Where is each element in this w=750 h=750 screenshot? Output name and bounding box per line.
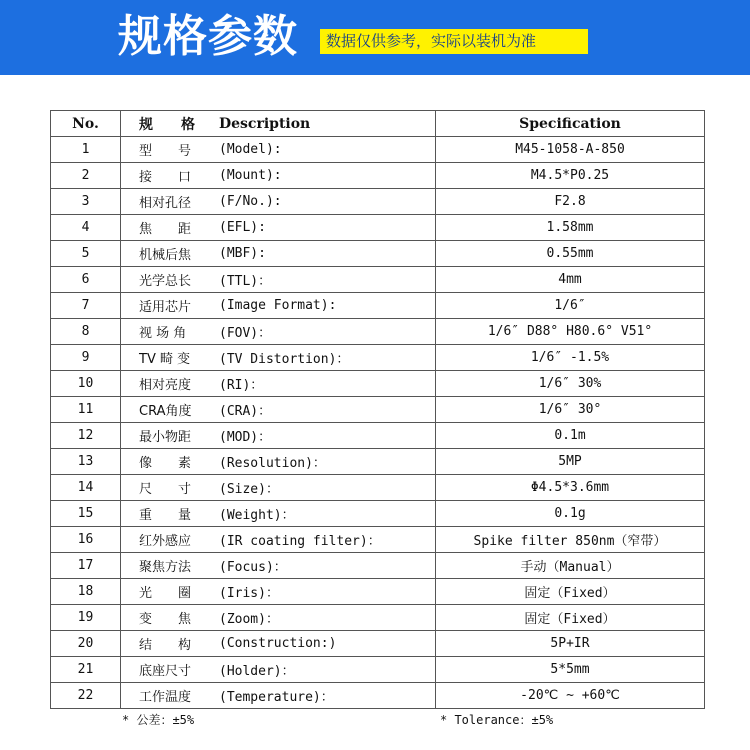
row-number: 20: [51, 631, 121, 657]
row-specification: 手动（Manual）: [436, 553, 705, 579]
description-en: (MOD)：: [219, 430, 272, 445]
header-description-en: Description: [219, 115, 311, 132]
row-number: 2: [51, 163, 121, 189]
description-en: (EFL):: [219, 220, 266, 235]
description-zh: 尺 寸: [139, 482, 192, 497]
row-specification: 1/6″ -1.5%: [436, 345, 705, 371]
description-en: (Temperature)：: [219, 690, 334, 705]
table-row: [51, 371, 705, 397]
description-zh: TV 畸 变: [139, 352, 191, 367]
spec-table: [50, 110, 705, 709]
row-description: [121, 631, 436, 657]
row-specification: 5MP: [436, 449, 705, 475]
row-specification: 1/6″ D88° H80.6° V51°: [436, 319, 705, 345]
row-specification: 5P+IR: [436, 631, 705, 657]
tolerance-note-zh: * 公差：±5%: [122, 713, 195, 727]
header-description: [121, 111, 436, 137]
row-description: [121, 553, 436, 579]
description-en: (TTL)：: [219, 274, 272, 289]
description-en: (Construction:): [219, 636, 337, 651]
row-specification: 1.58mm: [436, 215, 705, 241]
tolerance-note-en: * Tolerance：±5%: [440, 713, 554, 727]
row-number: 7: [51, 293, 121, 319]
description-zh: 变 焦: [139, 612, 192, 627]
row-number: 9: [51, 345, 121, 371]
description-zh: CRA角度: [139, 404, 192, 419]
table-row: [51, 137, 705, 163]
table-row: [51, 553, 705, 579]
row-specification: F2.8: [436, 189, 705, 215]
table-row: [51, 267, 705, 293]
description-zh: 最小物距: [139, 430, 192, 445]
description-en: (Weight)：: [219, 508, 295, 523]
disclaimer-note: 数据仅供参考，实际以装机为准: [320, 29, 588, 54]
header-no: No.: [51, 111, 121, 137]
row-number: 15: [51, 501, 121, 527]
row-description: [121, 657, 436, 683]
table-row: [51, 475, 705, 501]
table-header-row: [51, 111, 705, 137]
row-description: [121, 345, 436, 371]
row-description: [121, 527, 436, 553]
table-row: [51, 215, 705, 241]
row-number: 11: [51, 397, 121, 423]
row-specification: 4mm: [436, 267, 705, 293]
header-specification: Specification: [436, 111, 705, 137]
row-specification: 固定（Fixed）: [436, 605, 705, 631]
table-row: [51, 293, 705, 319]
row-specification: M45-1058-A-850: [436, 137, 705, 163]
row-specification: Φ4.5*3.6mm: [436, 475, 705, 501]
table-row: [51, 397, 705, 423]
row-specification: 5*5mm: [436, 657, 705, 683]
row-specification: 0.1m: [436, 423, 705, 449]
table-row: [51, 345, 705, 371]
row-description: [121, 683, 436, 709]
row-description: [121, 449, 436, 475]
row-number: 19: [51, 605, 121, 631]
row-number: 17: [51, 553, 121, 579]
row-specification: 1/6″ 30°: [436, 397, 705, 423]
row-description: [121, 137, 436, 163]
description-en: (IR coating filter)：: [219, 534, 381, 549]
description-en: (Focus)：: [219, 560, 287, 575]
row-description: [121, 241, 436, 267]
row-specification: 1/6″: [436, 293, 705, 319]
row-number: 12: [51, 423, 121, 449]
row-description: [121, 215, 436, 241]
description-zh: 红外感应: [139, 534, 192, 549]
row-number: 16: [51, 527, 121, 553]
row-specification: 1/6″ 30%: [436, 371, 705, 397]
description-zh: 适用芯片: [139, 300, 192, 315]
row-number: 22: [51, 683, 121, 709]
table-row: [51, 501, 705, 527]
description-zh: 聚焦方法: [139, 560, 192, 575]
description-en: (MBF):: [219, 246, 266, 261]
row-description: [121, 397, 436, 423]
row-specification: 0.55mm: [436, 241, 705, 267]
row-specification: 固定（Fixed）: [436, 579, 705, 605]
row-description: [121, 605, 436, 631]
table-row: [51, 605, 705, 631]
table-row: [51, 241, 705, 267]
row-specification: 0.1g: [436, 501, 705, 527]
header-description-zh: 规 格: [139, 116, 195, 133]
row-number: 21: [51, 657, 121, 683]
row-description: [121, 475, 436, 501]
description-en: (CRA)：: [219, 404, 272, 419]
row-description: [121, 189, 436, 215]
description-zh: 光 圈: [139, 586, 192, 601]
row-description: [121, 423, 436, 449]
table-row: [51, 423, 705, 449]
spec-table-body: [51, 137, 705, 709]
description-en: (Holder)：: [219, 664, 295, 679]
table-row: [51, 527, 705, 553]
row-number: 13: [51, 449, 121, 475]
table-row: [51, 319, 705, 345]
table-row: [51, 683, 705, 709]
row-number: 3: [51, 189, 121, 215]
row-number: 6: [51, 267, 121, 293]
description-en: (Iris)：: [219, 586, 279, 601]
description-zh: 相对亮度: [139, 378, 192, 393]
description-en: (Zoom)：: [219, 612, 279, 627]
description-en: (FOV)：: [219, 326, 272, 341]
description-zh: 接 口: [139, 170, 192, 185]
table-row: [51, 189, 705, 215]
description-zh: 重 量: [139, 508, 192, 523]
row-description: [121, 579, 436, 605]
row-number: 8: [51, 319, 121, 345]
row-number: 10: [51, 371, 121, 397]
row-specification: Spike filter 850nm（窄带）: [436, 527, 705, 553]
page-title: 规格参数: [118, 11, 298, 62]
row-description: [121, 163, 436, 189]
description-en: (RI)：: [219, 378, 264, 393]
table-row: [51, 631, 705, 657]
description-zh: 焦 距: [139, 222, 192, 237]
table-row: [51, 449, 705, 475]
description-zh: 视 场 角: [139, 326, 187, 341]
row-number: 1: [51, 137, 121, 163]
row-specification: -20℃ ~ +60℃: [436, 683, 705, 709]
description-en: (Size)：: [219, 482, 279, 497]
description-zh: 底座尺寸: [139, 664, 192, 679]
description-en: (Model):: [219, 142, 282, 157]
description-zh: 相对孔径: [139, 196, 192, 211]
header-banner: [0, 0, 750, 75]
description-zh: 结 构: [139, 638, 192, 653]
description-en: (Resolution)：: [219, 456, 326, 471]
row-description: [121, 319, 436, 345]
description-en: (TV Distortion)：: [219, 352, 350, 367]
row-number: 14: [51, 475, 121, 501]
description-zh: 工作温度: [139, 690, 192, 705]
description-en: (Image Format):: [219, 298, 337, 313]
row-number: 18: [51, 579, 121, 605]
row-description: [121, 293, 436, 319]
table-row: [51, 657, 705, 683]
description-en: (F/No.):: [219, 194, 282, 209]
row-number: 5: [51, 241, 121, 267]
description-zh: 像 素: [139, 456, 192, 471]
row-description: [121, 501, 436, 527]
row-description: [121, 371, 436, 397]
table-row: [51, 579, 705, 605]
row-description: [121, 267, 436, 293]
row-number: 4: [51, 215, 121, 241]
description-zh: 机械后焦: [139, 248, 192, 263]
description-en: (Mount):: [219, 168, 282, 183]
table-row: [51, 163, 705, 189]
description-zh: 型 号: [139, 144, 192, 159]
row-specification: M4.5*P0.25: [436, 163, 705, 189]
description-zh: 光学总长: [139, 274, 192, 289]
